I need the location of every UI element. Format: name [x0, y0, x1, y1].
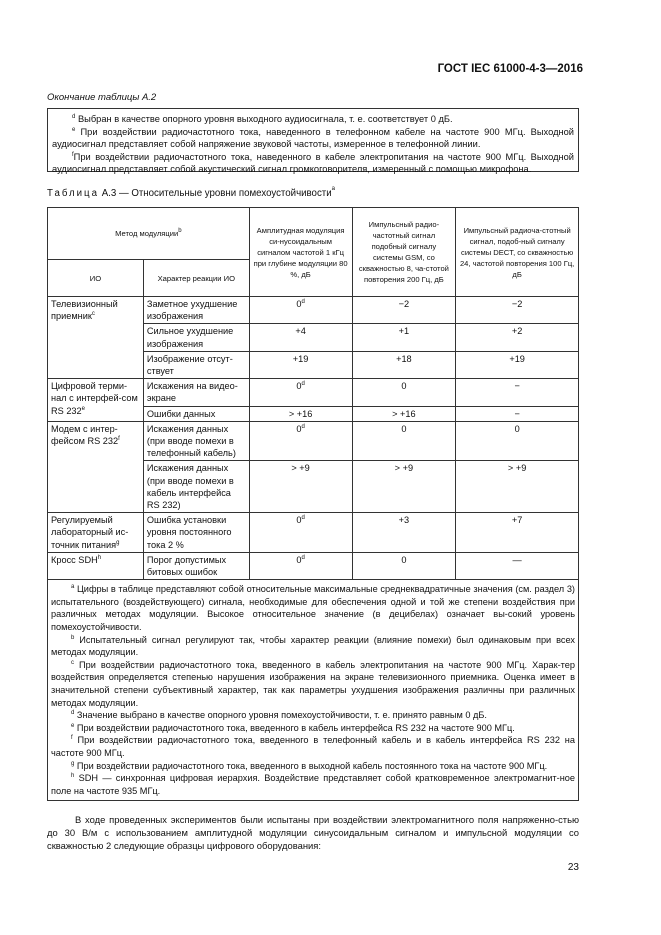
value-cell: +3: [352, 513, 456, 553]
footnote-c: $^c$ При воздействии радиочастотного тока, введенного в кабель электропитания на частоте 900 МГц. Харак-тер воздействия определяется степенью нарушения изображения на экране телевизионного приемника. Оценка имеет в значительной степени субъективный характер, так как параметры ухудшения изображения различны при различных методах модуляции.: [51, 659, 575, 708]
footnote-d: $^d$ Значение выбрано в качестве опорного уровня помехоустойчивости, т. е. принято равным 0 дБ.: [71, 710, 487, 721]
value-cell: −2: [456, 297, 579, 324]
footnote-f: $^f$ При воздействии радиочастотного тока, введенного в телефонный кабель и в кабель интерфейса RS 232 на частоте 900 МГц.: [51, 735, 575, 758]
header-col-am: Амплитудная модуляция си-нусоидальным сигналом частотой 1 кГц при глубине модуляции 80 %, дБ: [249, 208, 352, 297]
previous-table-notes: [47, 108, 579, 175]
value-cell: 0$^d$: [249, 513, 352, 553]
value-cell: 0: [352, 379, 456, 406]
header-method: Метод модуляции$^b$: [48, 208, 250, 260]
value-cell: 0$^d$: [249, 297, 352, 324]
table-footnotes: [48, 580, 579, 801]
prev-note-f: $^f$При воздействии радиочастотного тока, наведенного в кабеле электропитания на частоте 900 МГц. Выходной аудиосигнал представляет собой акустический сигнал громкоговорителя, измеренный с помощью микрофона.: [52, 151, 574, 175]
prev-note-e: $^e$ При воздействии радиочастотного тока, наведенного в телефонном кабеле на частоте 900 МГц. Выходной аудиосигнал представляет собой напряжение звуковой частоты, измеренное в телефонной линии.: [52, 126, 574, 150]
value-cell: > +9: [352, 461, 456, 513]
value-cell: −2: [352, 297, 456, 324]
footnote-g: $^g$ При воздействии радиочастотного тока, введенного в выходной кабель постоянного тока на частоте 900 МГц.: [71, 760, 548, 771]
value-cell: 0$^d$: [249, 379, 352, 406]
device-cell: Кросс SDH$^h$: [48, 552, 144, 579]
value-cell: +4: [249, 324, 352, 351]
reaction-cell: Заметное ухудшение изображения: [143, 297, 249, 324]
value-cell: > +16: [249, 406, 352, 421]
body-paragraph: В ходе проведенных экспериментов были испытаны при воздействии электромагнитного поля напряженно-стью до 30 В/м с использованием амплитудной модуляции синусоидальным сигналом и импульсной модуляции со скважностью 2 следующие образцы цифрового оборудования:: [47, 814, 579, 851]
footnote-a: $^a$ Цифры в таблице представляют собой относительные максимальные среднеквадратичные значения (см. раздел 3) испытательного (воздействующего) сигнала, необходимые для обеспечения одной и той же степени воздействия при различных методах модуляции. Высокое относительное значение (в децибелах) означает вы-сокий уровень помехоустойчивости.: [51, 584, 575, 633]
continuation-label: Окончание таблицы А.2: [47, 92, 157, 103]
value-cell: > +16: [352, 406, 456, 421]
reaction-cell: Ошибки данных: [143, 406, 249, 421]
reaction-cell: Сильное ухудшение изображения: [143, 324, 249, 351]
device-cell: Регулируемый лабораторный ис-точник питания$^g$: [48, 513, 144, 553]
value-cell: −: [456, 406, 579, 421]
prev-note-d: $^d$ Выбран в качестве опорного уровня выходного аудиосигнала, т. е. соответствует 0 дБ.: [72, 114, 453, 124]
value-cell: 0: [456, 421, 579, 461]
reaction-cell: Порог допустимых битовых ошибок: [143, 552, 249, 579]
value-cell: > +9: [456, 461, 579, 513]
page-number: 23: [567, 862, 579, 873]
value-cell: > +9: [249, 461, 352, 513]
header-col-dect: Импульсный радиоча-стотный сигнал, подоб-ный сигналу системы DECT, со скважностью 24, частотой повторения 100 Гц, дБ: [456, 208, 579, 297]
value-cell: 0$^d$: [249, 552, 352, 579]
reaction-cell: Искажения данных (при вводе помехи в кабель интерфейса RS 232): [143, 461, 249, 513]
header-col-gsm: Импульсный радио-частотный сигнал подобный сигналу системы GSM, со скважностью 8, ча-стотой повторения 200 Гц, дБ: [352, 208, 456, 297]
immunity-levels-table: [47, 207, 579, 801]
value-cell: +1: [352, 324, 456, 351]
value-cell: 0: [352, 421, 456, 461]
value-cell: +2: [456, 324, 579, 351]
reaction-cell: Изображение отсут-ствует: [143, 351, 249, 378]
device-cell: Цифровой терми-нал с интерфей-сом RS 232e: [48, 379, 144, 422]
value-cell: +19: [456, 351, 579, 378]
header-reaction: Характер реакции ИО: [143, 260, 249, 297]
value-cell: −: [456, 379, 579, 406]
value-cell: +19: [249, 351, 352, 378]
value-cell: —: [456, 552, 579, 579]
header-io: ИО: [48, 260, 144, 297]
value-cell: 0: [352, 552, 456, 579]
device-cell: Телевизионный приемник$^c$: [48, 297, 144, 379]
value-cell: +18: [352, 351, 456, 378]
table-caption: Таблица А.3 — Относительные уровни помехоустойчивости$^a$: [47, 186, 335, 199]
reaction-cell: Искажения данных (при вводе помехи в телефонный кабель): [143, 421, 249, 461]
value-cell: 0$^d$: [249, 421, 352, 461]
reaction-cell: Искажения на видео-экране: [143, 379, 249, 406]
footnote-b: $^b$ Испытательный сигнал регулируют так, чтобы характер реакции (влияние помехи) был одинаковым при всех методах модуляции.: [51, 634, 575, 658]
footnote-e: $^e$ При воздействии радиочастотного тока, введенного в кабель интерфейса RS 232 на частоте 900 МГц.: [71, 722, 515, 733]
document-header: ГОСТ IEC 61000-4-3—2016: [437, 63, 583, 75]
footnote-h: $^h$ SDH — синхронная цифровая иерархия. Воздействие представляет собой кратковременное электромагнит-ное поле на частоте 935 МГц.: [51, 773, 575, 796]
reaction-cell: Ошибка установки уровня постоянного тока 2 %: [143, 513, 249, 553]
value-cell: +7: [456, 513, 579, 553]
device-cell: Модем с интер-фейсом RS 232$^f$: [48, 421, 144, 512]
